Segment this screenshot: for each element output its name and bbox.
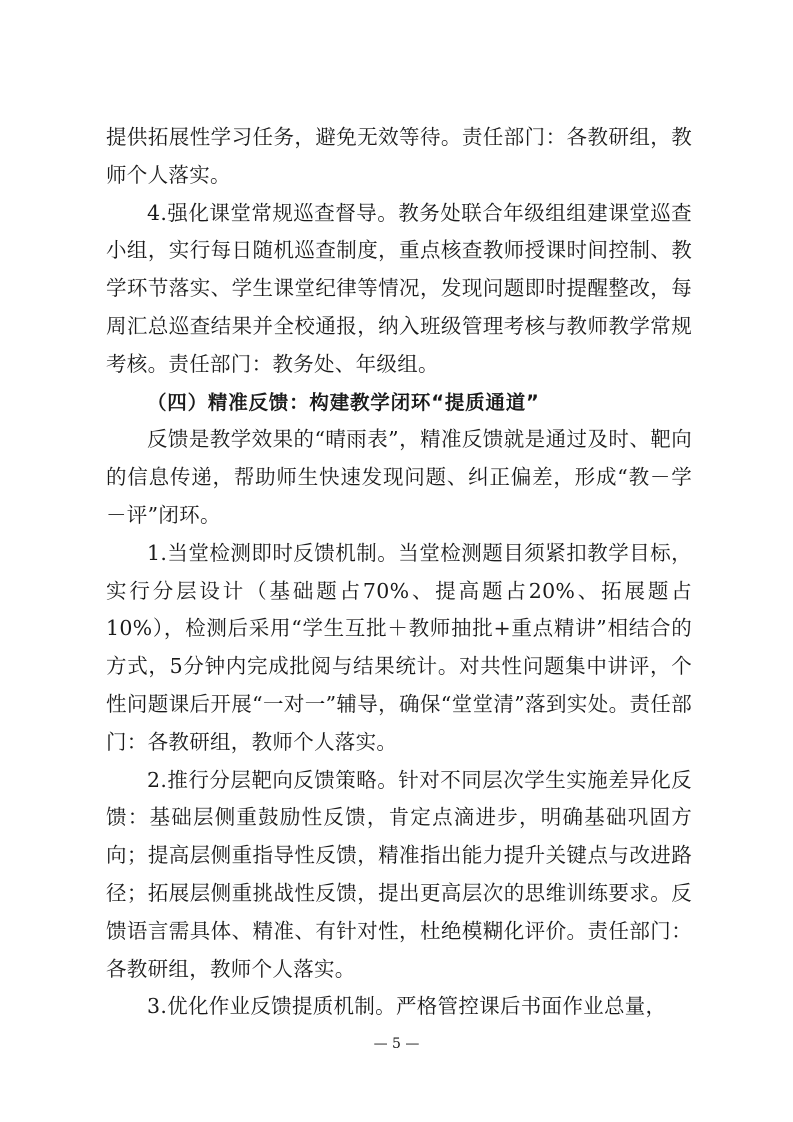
paragraph-item-3: 3.优化作业反馈提质机制。严格管控课后书面作业总量， <box>147 994 667 1019</box>
page-number: — 5 — <box>373 1036 420 1052</box>
paragraph-intro: 反馈是教学效果的“晴雨表”，精准反馈就是通过及时、靶向的信息传递，帮助师生快速发现问题、纠正偏差，形成“教－学－评”闭环。 <box>106 427 692 527</box>
section-heading: （四）精准反馈：构建教学闭环“提质通道” <box>147 390 540 414</box>
document-body <box>106 119 692 1026</box>
paragraph-item-1: 1.当堂检测即时反馈机制。当堂检测题目须紧扣教学目标，实行分层设计（基础题占70%、提高题占20%、拓展题占10%），检测后采用“学生互批＋教师抽批+重点精讲”相结合的方式，5分钟内完成批阅与结果统计。对共性问题集中讲评，个性问题课后开展“一对一”辅导，确保“堂堂清”落到实处。责任部门：各教研组，教师个人落实。 <box>106 540 692 754</box>
paragraph-continuation: 提供拓展性学习任务，避免无效等待。责任部门：各教研组，教师个人落实。 <box>106 125 692 187</box>
paragraph-item-2: 2.推行分层靶向反馈策略。针对不同层次学生实施差异化反馈：基础层侧重鼓励性反馈，肯定点滴进步，明确基础巩固方向；提高层侧重指导性反馈，精准指出能力提升关键点与改进路径；拓展层侧重挑战性反馈，提出更高层次的思维训练要求。反馈语言需具体、精准、有针对性，杜绝模糊化评价。责任部门：各教研组，教师个人落实。 <box>106 767 692 981</box>
paragraph-item-4: 4.强化课堂常规巡查督导。教务处联合年级组组建课堂巡查小组，实行每日随机巡查制度，重点核查教师授课时间控制、教学环节落实、学生课堂纪律等情况，发现问题即时提醒整改，每周汇总巡查结果并全校通报，纳入班级管理考核与教师教学常规考核。责任部门：教务处、年级组。 <box>106 200 692 376</box>
